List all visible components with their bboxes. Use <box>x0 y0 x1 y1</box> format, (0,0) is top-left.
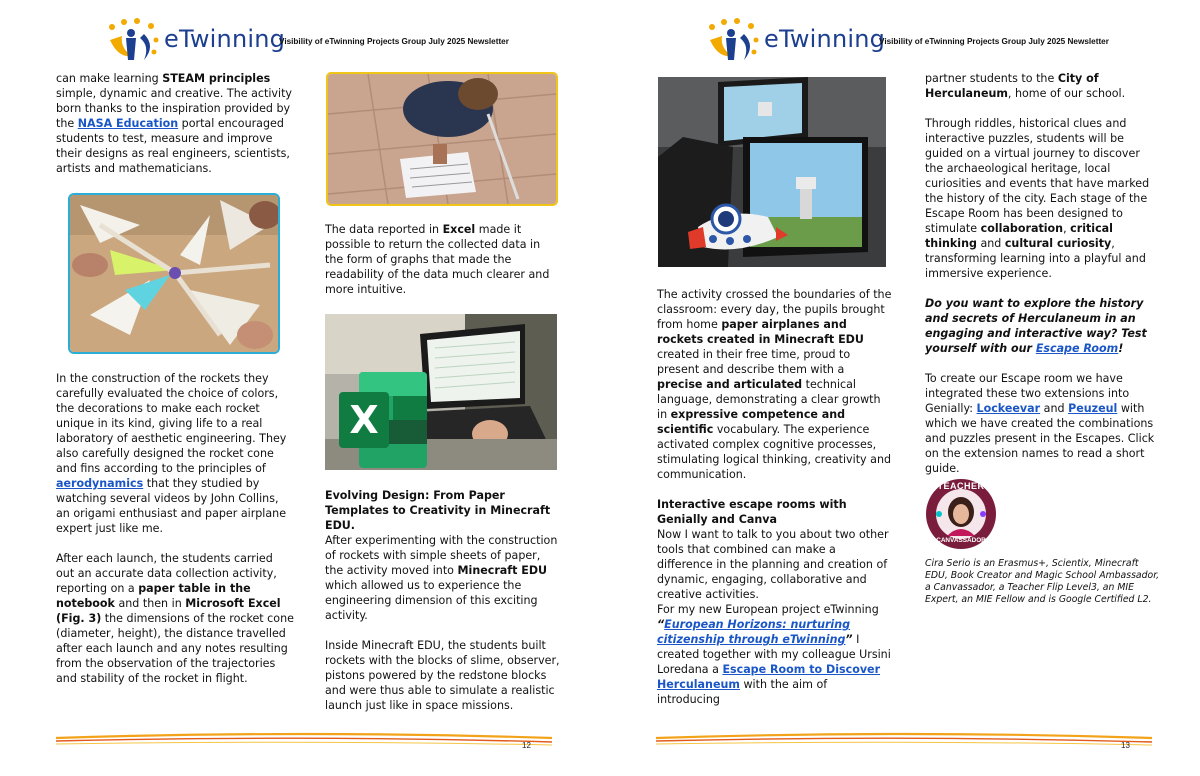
aerodynamics-link[interactable]: aerodynamics <box>56 477 144 490</box>
p13-col1: The activity crossed the boundaries of the classroom: every day, the pupils brought from home paper airplanes and rockets created in Minecraft EDU created in their free time, proud to present and describe them with a precise and articulated technical language, demonstrating a clear growth in expressive competence and scientific vocabulary. The experience activated complex cognitive processes, stimulating logical thinking, creativity and communication. Interactive escape rooms with Genially and Canva Now I want to talk to you about two other tools that combined can make a difference in the planning and creation of dynamic, engaging, collaborative and creative activities. For my new European project eTwinning “European Horizons: nurturing citizenship through eTwinning” I created together with my colleague Ursini Loredana a Escape Room to Discover Herculaneum with the aim of introducing <box>657 288 892 706</box>
footer-wave-line <box>56 732 552 748</box>
escape-rooms-heading: Interactive escape rooms with Genially and Canva <box>657 498 847 526</box>
excel-icon <box>339 372 427 468</box>
european-horizons-link[interactable]: European Horizons: nurturing citizenship through eTwinning <box>657 618 851 646</box>
excel-letter: X <box>339 392 389 448</box>
excel-laptop-photo <box>325 314 557 470</box>
etwinning-logo <box>104 18 286 64</box>
page-number: 12 <box>522 741 531 750</box>
paper-rockets-photo <box>68 193 280 354</box>
etwinning-logo <box>704 18 886 64</box>
badge-top-text: TEACHER <box>937 481 985 491</box>
footer-wave-line <box>656 732 1152 748</box>
p12-col2-top: The data reported in Excel made it possible to return the collected data in the form of graphs that made the readability of the data much clearer and more intuitive. <box>325 223 550 296</box>
logo-wordmark: eTwinning <box>164 25 286 53</box>
newsletter-title: Visibility of eTwinning Projects Group July 2025 Newsletter <box>279 37 509 46</box>
page-number: 13 <box>1121 741 1130 750</box>
badge-bottom-text: CANVASSADOR <box>936 537 986 544</box>
escape-room-herculaneum-link[interactable]: Escape Room to Discover Herculaneum <box>657 663 881 691</box>
nasa-education-link[interactable]: NASA Education <box>77 117 179 130</box>
p12-col1-top: can make learning STEAM principles simple, dynamic and creative. The activity born thanks to the inspiration provided by the NASA Education portal encouraged students to test, measure and improve their designs as real engineers, scientists, artists and mathematicians. <box>56 72 292 175</box>
minecraft-tablet-photo <box>658 77 886 267</box>
escape-room-link[interactable]: Escape Room <box>1035 342 1119 355</box>
author-caption: Cira Serio is an Erasmus+, Scientix, Minecraft EDU, Book Creator and Magic School Ambassador, a Canvassador, a Teacher Flip Level3, an MIE Expert, an MIE Fellow and is Google Certified L2. <box>925 558 1160 605</box>
p13-col2: partner students to the City of Herculaneum, home of our school. Through riddles, historical clues and interactive puzzles, students will be guided on a virtual journey to discover the archaeological heritage, local curiosities and events that have marked the history of the city. Each stage of the Escape Room has been designed to stimulate collaboration, critical thinking and cultural curiosity, transforming learning into a playful and immersive experience. Do you want to explore the history and secrets of Herculaneum in an engaging and interactive way? Test yourself with our Escape Room! To create our Escape room we have integrated these two extensions into Genially: Lockeevar and Peuzeul with which we have created the combinations and puzzles present in the Escapes. Click on the extension names to read a short guide. <box>925 72 1155 475</box>
evolving-design-heading: Evolving Design: From Paper Templates to Creativity in Minecraft EDU. <box>325 489 551 532</box>
lockeevar-link[interactable]: Lockeevar <box>976 402 1041 415</box>
student-notebook-photo <box>326 72 558 206</box>
newsletter-title: Visibility of eTwinning Projects Group July 2025 Newsletter <box>879 37 1109 46</box>
peuzeul-link[interactable]: Peuzeul <box>1068 402 1118 415</box>
p12-col2-bottom: Evolving Design: From Paper Templates to Creativity in Minecraft EDU. After experimenting with the construction of rockets with simple sheets of paper, the activity moved into Minecraft EDU which allowed us to experience the engineering dimension of this exciting activity. Inside Minecraft EDU, the students built rockets with the blocks of slime, observer, pistons powered by the redstone blocks and were thus able to simulate a realistic launch just like in space missions. <box>325 489 560 712</box>
p12-col1-bottom: In the construction of the rockets they carefully evaluated the choice of colors, the decorations to make each rocket unique in its kind, giving life to a real laboratory of aesthetic engineering. They also carefully designed the rocket cone and fins according to the principles of aerodynamics that they studied by watching several videos by John Collins, an origami enthusiast and paper airplane expert just like me. After each launch, the students carried out an accurate data collection activity, reporting on a paper table in the notebook and then in Microsoft Excel (Fig. 3) the dimensions of the rocket cone (diameter, height), the distance travelled after each launch and any notes resulting from the observation of the trajectories and stability of the rocket in flight. <box>56 372 294 685</box>
teacher-canvassador-badge <box>925 478 997 550</box>
page-13 <box>600 0 1200 776</box>
logo-wordmark: eTwinning <box>764 25 886 53</box>
